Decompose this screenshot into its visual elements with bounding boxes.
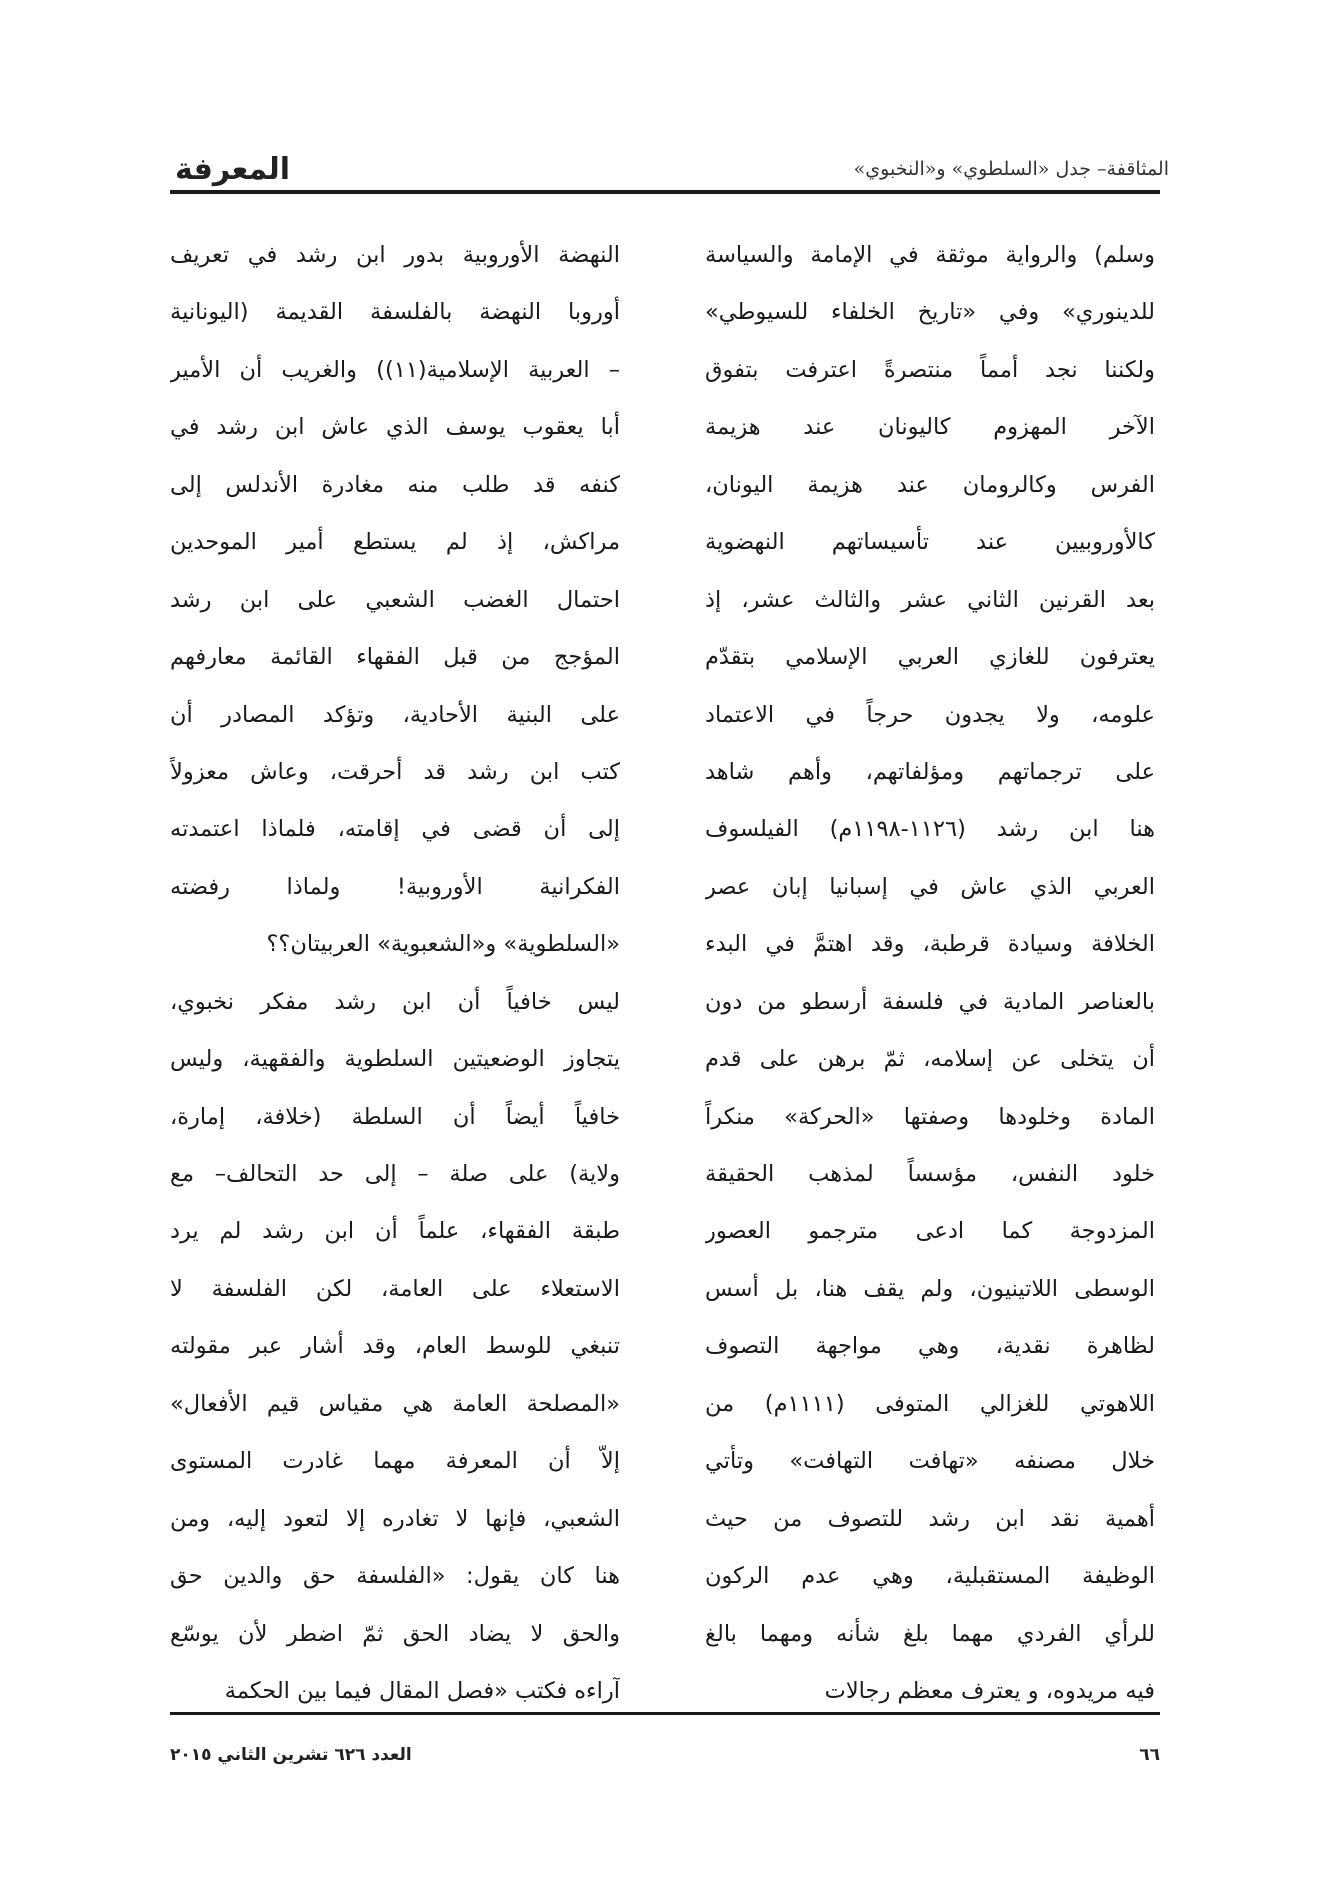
text-line: اللاهوتي للغزالي المتوفى (١١١١م) من: [705, 1390, 1155, 1417]
text-line: «المصلحة العامة هي مقياس قيم الأفعال»: [170, 1390, 620, 1417]
text-line: خلود النفس، مؤسساً لمذهب الحقيقة: [705, 1161, 1155, 1187]
text-line: المادة وخلودها وصفتها «الحركة» منكراً: [705, 1103, 1155, 1130]
text-line: العربي الذي عاش في إسبانيا إبان عصر: [705, 873, 1155, 900]
text-line: أبا يعقوب يوسف الذي عاش ابن رشد في: [170, 414, 620, 441]
text-line: إلى أن قضى في إقامته، فلماذا اعتمدته: [170, 816, 620, 843]
text-line: لظاهرة نقدية، وهي مواجهة التصوف: [705, 1333, 1155, 1360]
text-line: خافياً أيضاً أن السلطة (خلافة، إمارة،: [170, 1103, 620, 1130]
text-line: على ترجماتهم ومؤلفاتهم، وأهم شاهد: [705, 758, 1155, 785]
text-column-right: [705, 227, 1155, 1720]
text-line: أن يتخلى عن إسلامه، ثمّ برهن على قدم: [705, 1046, 1155, 1073]
text-column-left: [170, 227, 620, 1720]
issue-info: العدد ٦٢٦ تشرين الثاني ٢٠١٥: [170, 1745, 412, 1765]
footer: [170, 1735, 1160, 1775]
text-line: الآخر المهزوم كاليونان عند هزيمة: [705, 414, 1155, 441]
text-line: والحق لا يضاد الحق ثمّ اضطر لأن يوسّع: [170, 1620, 620, 1647]
text-line: تنبغي للوسط العام، وقد أشار عبر مقولته: [170, 1333, 620, 1360]
text-line: احتمال الغضب الشعبي على ابن رشد: [170, 586, 620, 613]
header-rule: [170, 190, 1160, 194]
text-line: للدينوري» وفي «تاريخ الخلفاء للسيوطي»: [705, 299, 1155, 326]
text-line: آراءه فكتب «فصل المقال فيما بين الحكمة: [224, 1677, 620, 1704]
text-line: كالأوروبيين عند تأسيساتهم النهضوية: [705, 529, 1155, 556]
running-title: المثاقفة– جدل «السلطوي» و«النخبوي»: [853, 158, 1169, 180]
text-line: ليس خافياً أن ابن رشد مفكر نخبوي،: [170, 988, 620, 1015]
text-line: ولاية) على صلة – إلى حد التحالف– مع: [170, 1161, 620, 1187]
magazine-logo: المعرفة: [175, 152, 291, 187]
text-line: بعد القرنين الثاني عشر والثالث عشر، إذ: [705, 586, 1155, 613]
text-line: «السلطوية» و«الشعبوية» العربيتان؟؟: [266, 931, 620, 958]
text-line: مراكش، إذ لم يستطع أمير الموحدين: [170, 529, 620, 556]
text-line: الوسطى اللاتينيون، ولم يقف هنا، بل أسس: [705, 1275, 1155, 1302]
page-number: ٦٦: [1139, 1745, 1160, 1765]
text-line: وسلم) والرواية موثقة في الإمامة والسياسة: [705, 242, 1155, 268]
text-line: النهضة الأوروبية بدور ابن رشد في تعريف: [170, 242, 620, 268]
text-line: – العربية الإسلامية(١١)) والغريب أن الأمير: [170, 356, 620, 383]
text-line: فيه مريدوه، و يعترف معظم رجالات: [824, 1677, 1155, 1704]
text-line: المؤجج من قبل الفقهاء القائمة معارفهم: [170, 644, 620, 671]
text-line: طبقة الفقهاء، علماً أن ابن رشد لم يرد: [170, 1218, 620, 1245]
text-line: أوروبا النهضة بالفلسفة القديمة (اليونانية: [170, 299, 620, 326]
text-line: الخلافة وسيادة قرطبة، وقد اهتمَّ في البدء: [705, 931, 1155, 958]
text-line: إلاّ أن المعرفة مهما غادرت المستوى: [170, 1448, 620, 1475]
text-line: هنا ابن رشد (١١٢٦-١١٩٨م) الفيلسوف: [705, 816, 1155, 843]
text-line: المزدوجة كما ادعى مترجمو العصور: [705, 1218, 1155, 1245]
text-line: الفرس وكالرومان عند هزيمة اليونان،: [705, 471, 1155, 498]
text-line: أهمية نقد ابن رشد للتصوف من حيث: [705, 1505, 1155, 1532]
text-line: الفكرانية الأوروبية! ولماذا رفضته: [170, 873, 620, 900]
text-line: هنا كان يقول: «الفلسفة حق والدين حق: [170, 1563, 620, 1590]
text-line: الوظيفة المستقبلية، وهي عدم الركون: [705, 1563, 1155, 1590]
text-line: كنفه قد طلب منه مغادرة الأندلس إلى: [170, 471, 620, 498]
text-line: علومه، ولا يجدون حرجاً في الاعتماد: [705, 701, 1155, 728]
text-line: خلال مصنفه «تهافت التهافت» وتأتي: [705, 1448, 1155, 1475]
text-line: بالعناصر المادية في فلسفة أرسطو من دون: [705, 988, 1155, 1015]
footer-rule: [170, 1712, 1160, 1715]
text-line: الاستعلاء على العامة، لكن الفلسفة لا: [170, 1275, 620, 1302]
text-line: الشعبي، فإنها لا تغادره إلا لتعود إليه، ومن: [170, 1505, 620, 1532]
text-line: على البنية الأحادية، وتؤكد المصادر أن: [170, 701, 620, 728]
text-line: للرأي الفردي مهما بلغ شأنه ومهما بالغ: [705, 1620, 1155, 1647]
text-line: يتجاوز الوضعيتين السلطوية والفقهية، وليس: [170, 1046, 620, 1073]
text-line: يعترفون للغازي العربي الإسلامي بتقدّم: [705, 644, 1155, 671]
text-line: ولكننا نجد أمماً منتصرةً اعترفت بتفوق: [705, 356, 1155, 383]
text-line: كتب ابن رشد قد أحرقت، وعاش معزولاً: [170, 758, 620, 785]
